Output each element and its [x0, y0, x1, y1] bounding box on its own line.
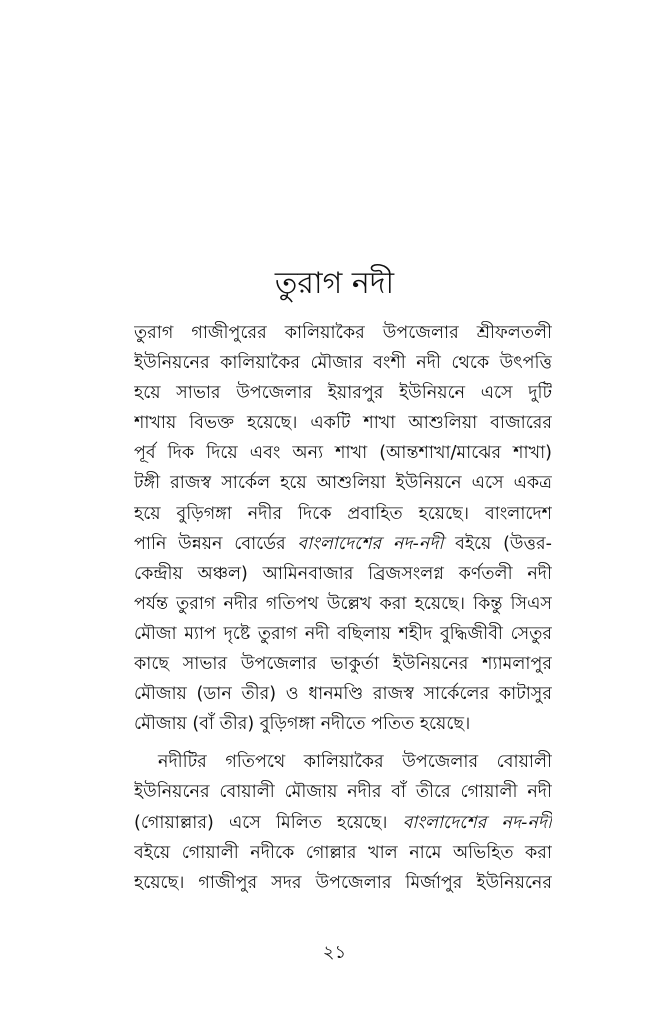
text-segment: (গোয়াল্লার) এসে মিলিত হয়েছে।	[134, 812, 403, 833]
text-line	[134, 529, 552, 559]
text-line: ইউনিয়নের কালিয়াকৈর মৌজার বংশী নদী থেকে উৎপত্তি	[134, 353, 552, 374]
text-line	[134, 808, 552, 838]
chapter-title: তুরাগ নদী	[274, 266, 395, 301]
text-line: হয়ে সাভার উপজেলার ইয়ারপুর ইউনিয়নে এসে দুটি	[134, 383, 552, 404]
text-line: হয়ে বুড়িগঙ্গা নদীর দিকে প্রবাহিত হয়েছে। বাংলাদেশ	[134, 503, 552, 524]
text-line: মৌজা ম্যাপ দৃষ্টে তুরাগ নদী বছিলায় শহীদ বুদ্ধিজীবী সেতুর	[134, 623, 552, 644]
text-line: ইউনিয়নের বোয়ালী মৌজায় নদীর বাঁ তীরে গোয়ালী নদী	[134, 782, 552, 803]
text-line: হয়েছে। গাজীপুর সদর উপজেলার মির্জাপুর ইউনিয়নের	[134, 872, 552, 893]
text-segment: পানি উন্নয়ন বোর্ডের	[134, 533, 298, 554]
text-line: নদীটির গতিপথে কালিয়াকৈর উপজেলার বোয়ালী	[158, 752, 552, 773]
text-line: মৌজায় (বাঁ তীর) বুড়িগঙ্গা নদীতে পতিত হয়েছে।	[134, 714, 471, 735]
body-text	[134, 318, 552, 898]
paragraph-2	[134, 747, 552, 897]
text-line: মৌজায় (ডান তীর) ও ধানমণ্ডি রাজস্ব সার্কেলের কাটাসুর	[134, 684, 552, 705]
text-segment: বইয়ে (উত্তর-	[443, 533, 552, 554]
text-line: পূর্ব দিক দিয়ে এবং অন্য শাখা (আন্তশাখা/মাঝের শাখা)	[134, 443, 552, 464]
text-line: টঙ্গী রাজস্ব সার্কেল হয়ে আশুলিয়া ইউনিয়নে এসে একত্র	[134, 473, 552, 494]
text-line: পর্যন্ত তুরাগ নদীর গতিপথ উল্লেখ করা হয়েছে। কিন্তু সিএস	[134, 593, 552, 614]
paragraph-1	[134, 318, 552, 739]
page-number: ২১	[322, 942, 347, 963]
book-title-italic: বাংলাদেশের নদ-নদী	[402, 812, 552, 833]
text-line: কাছে সাভার উপজেলার ভাকুর্তা ইউনিয়নের শ্যামলাপুর	[134, 654, 552, 675]
text-line: বইয়ে গোয়ালী নদীকে গোল্লার খাল নামে অভিহিত করা	[134, 842, 552, 863]
book-title-italic: বাংলাদেশের নদ-নদী	[297, 533, 444, 554]
text-line: কেন্দ্রীয় অঞ্চল) আমিনবাজার ব্রিজসংলগ্ন কর্ণতলী নদী	[134, 563, 552, 584]
text-line: শাখায় বিভক্ত হয়েছে। একটি শাখা আশুলিয়া বাজারের	[134, 413, 552, 434]
text-line: তুরাগ গাজীপুরের কালিয়াকৈর উপজেলার শ্রীফলতলী	[134, 323, 552, 343]
